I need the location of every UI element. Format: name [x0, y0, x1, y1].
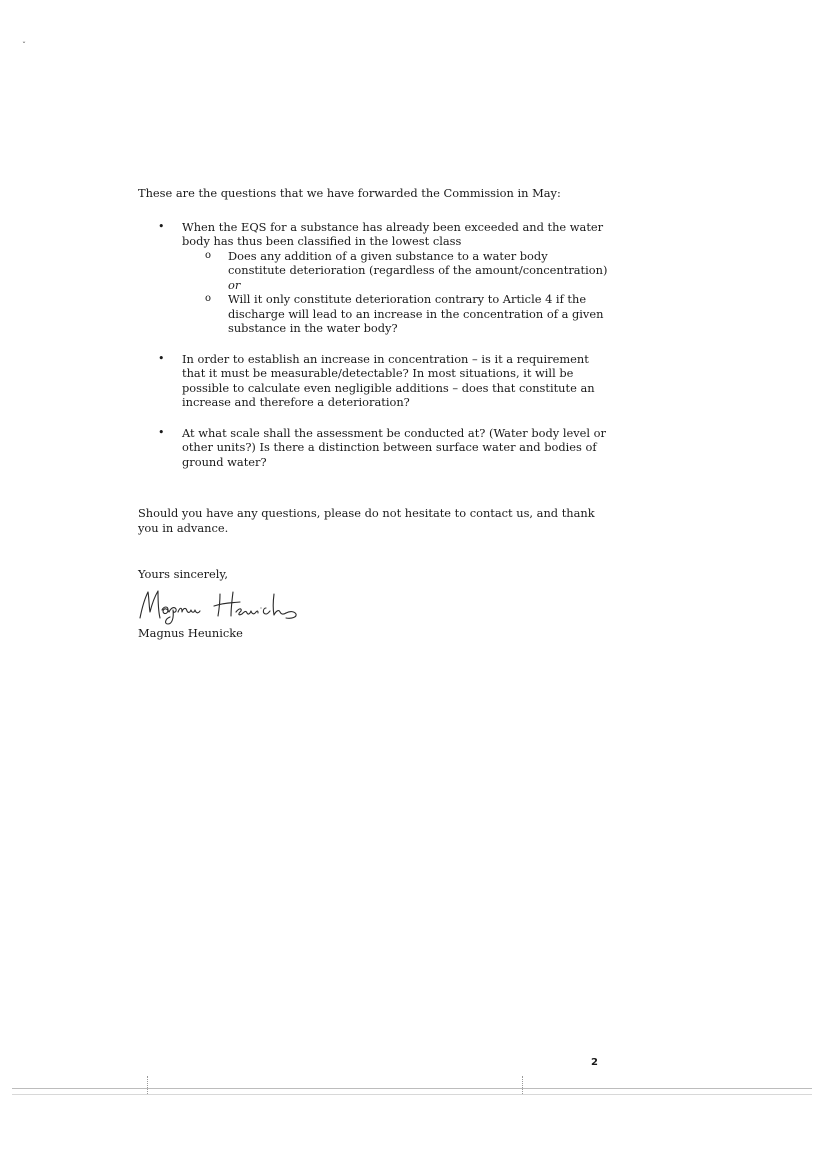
sub-question-item-1 — [182, 249, 608, 293]
question-item-3 — [138, 426, 608, 470]
question-list — [138, 220, 608, 470]
bullet-icon: • — [158, 425, 165, 439]
sub-bullet-icon: o — [205, 293, 212, 304]
page-number: 2 — [591, 1057, 598, 1068]
sub-question-item-2 — [182, 292, 608, 336]
bullet-icon: • — [158, 351, 165, 365]
signer-name: Magnus Heunicke — [138, 625, 243, 640]
scan-artifact: ˇ — [22, 41, 26, 50]
question-item-2 — [138, 352, 608, 410]
question-text: At what scale shall the assessment be conducted at? (Water body level or other units?) Is there a distinction between surface water and bodies of ground water? — [182, 425, 606, 469]
question-text: In order to establish an increase in concentration – is it a requirement that it must be measurable/detectable? In most situations, it will be possible to calculate even negligible additions – does that constitute an increase and therefore a deterioration? — [182, 351, 595, 409]
intro-paragraph: These are the questions that we have forwarded the Commission in May: — [138, 186, 561, 200]
sub-question-text: Will it only constitute deterioration contrary to Article 4 if the discharge will lead to an increase in the concentration of a given substance in the water body? — [228, 292, 604, 335]
scan-footer-rule — [12, 1094, 812, 1095]
sub-question-list — [182, 249, 608, 336]
sub-question-text: Does any addition of a given substance to a water body constitute deterioration (regardless of the amount/concentration) — [228, 248, 608, 277]
sub-bullet-icon: o — [205, 249, 212, 261]
scan-footer-tick — [147, 1076, 148, 1094]
scan-footer-tick — [522, 1076, 523, 1094]
bullet-icon: • — [158, 219, 165, 233]
letter-body — [138, 186, 608, 640]
scan-footer-rule — [12, 1088, 812, 1089]
handwritten-signature — [136, 584, 306, 626]
closing-paragraph: Should you have any questions, please do not hesitate to contact us, and thank you in advance. — [138, 506, 595, 535]
question-text: When the EQS for a substance has already been exceeded and the water body has thus been classified in the lowest class — [182, 219, 604, 248]
sub-question-suffix: or — [228, 277, 241, 292]
salutation: Yours sincerely, — [138, 567, 228, 581]
question-item-1 — [138, 220, 608, 336]
